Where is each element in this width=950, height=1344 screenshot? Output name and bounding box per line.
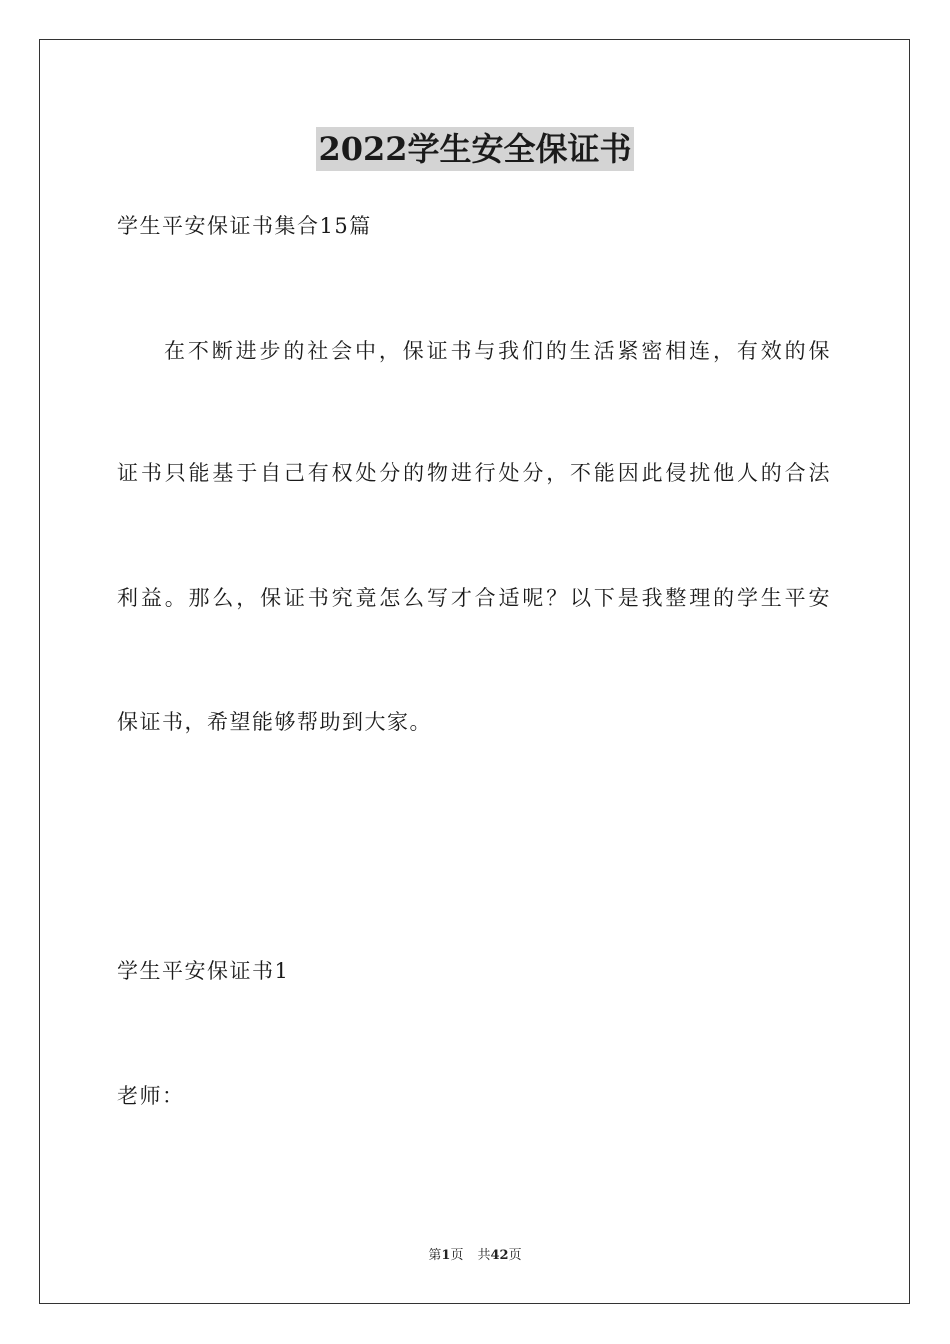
title-container — [0, 127, 950, 171]
section-heading: 学生平安保证书1 — [117, 959, 290, 983]
paragraph-line-1: 在不断进步的社会中，保证书与我们的生活紧密相连，有效的保 — [164, 339, 831, 363]
footer-total-prefix: 共 — [477, 1248, 491, 1263]
footer-page-suffix: 页 — [450, 1248, 464, 1263]
paragraph-line-4: 保证书，希望能够帮助到大家。 — [117, 710, 432, 734]
footer-page-number: 1 — [441, 1248, 451, 1263]
paragraph-line-2: 证书只能基于自己有权处分的物进行处分，不能因此侵扰他人的合法 — [117, 461, 831, 485]
page-footer — [0, 1247, 950, 1265]
document-subtitle: 学生平安保证书集合15篇 — [117, 214, 372, 238]
salutation: 老师： — [117, 1084, 185, 1108]
footer-total-pages: 42 — [490, 1248, 509, 1263]
document-title: 2022学生安全保证书 — [316, 127, 633, 171]
footer-total-suffix: 页 — [508, 1248, 522, 1263]
footer-page-prefix: 第 — [428, 1248, 442, 1263]
paragraph-line-3: 利益。那么，保证书究竟怎么写才合适呢？以下是我整理的学生平安 — [117, 586, 831, 610]
